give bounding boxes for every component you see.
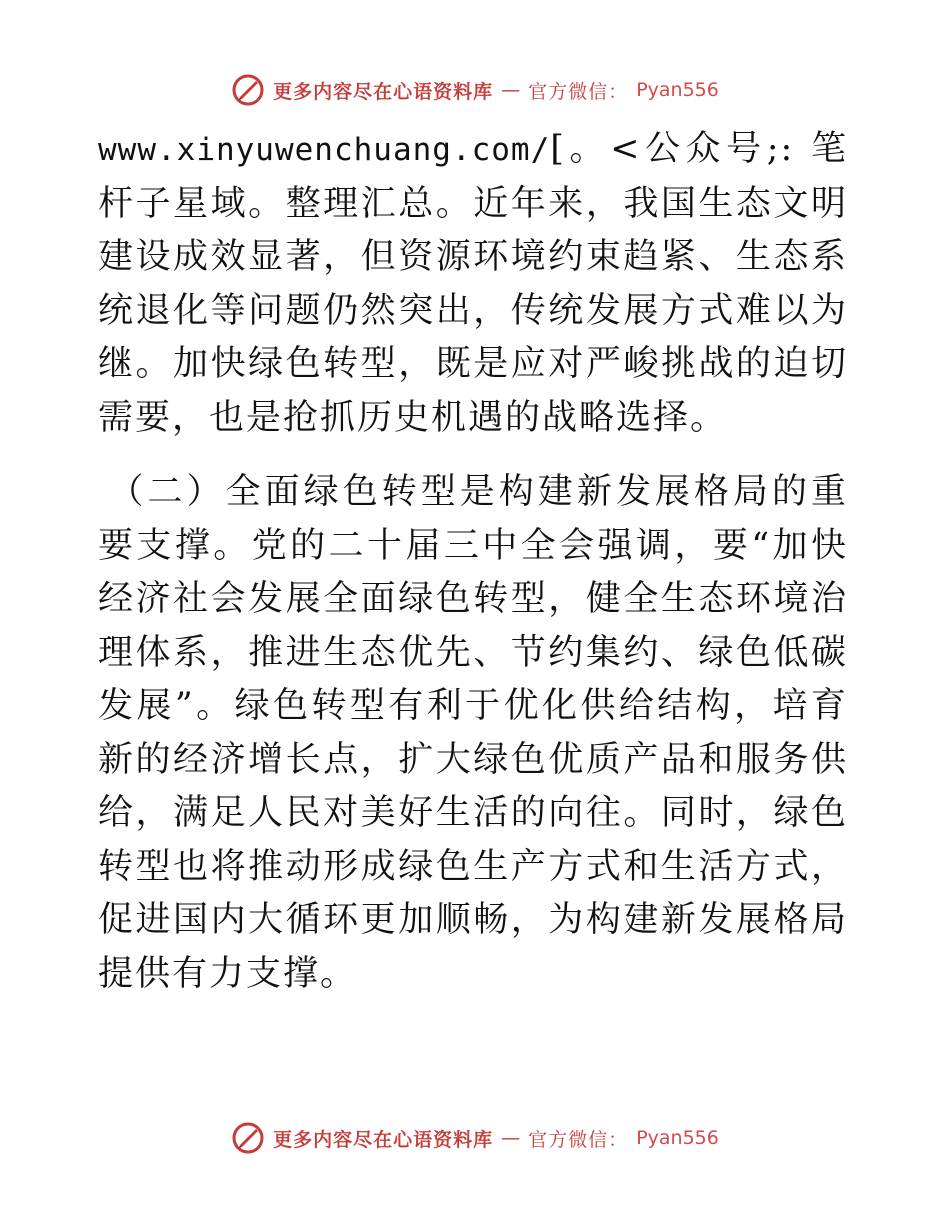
wechat-id: Pyan556 bbox=[636, 1127, 719, 1149]
wechat-id: Pyan556 bbox=[636, 79, 719, 101]
website-url: www.xinyuwenchuang.com/ bbox=[98, 132, 551, 168]
banner-separator: — bbox=[501, 1127, 521, 1149]
banner-separator: — bbox=[501, 79, 521, 101]
banner-slogan: 更多内容尽在心语资料库 bbox=[273, 80, 494, 103]
wechat-label: 官方微信： bbox=[528, 1128, 629, 1151]
brand-logo-icon bbox=[231, 73, 265, 107]
banner-slogan: 更多内容尽在心语资料库 bbox=[273, 1128, 494, 1151]
paragraph-2: （二）全面绿色转型是构建新发展格局的重要支撑。党的二十届三中全会强调，要“加快经济社会发展全面绿色转型，健全生态环境治理体系，推进生态优先、节约集约、绿色低碳发展”。绿色转型有利于优化供给结构，培育新的经济增长点，扩大绿色优质产品和服务供给，满足人民对美好生活的向往。同时，绿色转型也将推动形成绿色生产方式和生活方式，促进国内大循环更加顺畅，为构建新发展格局提供有力支撑。 bbox=[98, 472, 848, 994]
footer-banner bbox=[0, 1118, 950, 1158]
document-body bbox=[98, 123, 848, 1001]
wechat-label: 官方微信： bbox=[528, 80, 629, 103]
paragraph-1-text: [。<公众号;: 笔杆子星域。整理汇总。近年来，我国生态文明建设成效显著，但资源环境约束趋紧、生态系统退化等问题仍然突出，传统发展方式难以为继。加快绿色转型，既是应对严峻挑战的迫切需要，也是抢抓历史机遇的战略选择。 bbox=[98, 129, 848, 438]
header-banner bbox=[0, 70, 950, 110]
brand-logo-icon bbox=[231, 1121, 265, 1155]
paragraph-1 bbox=[98, 123, 848, 445]
